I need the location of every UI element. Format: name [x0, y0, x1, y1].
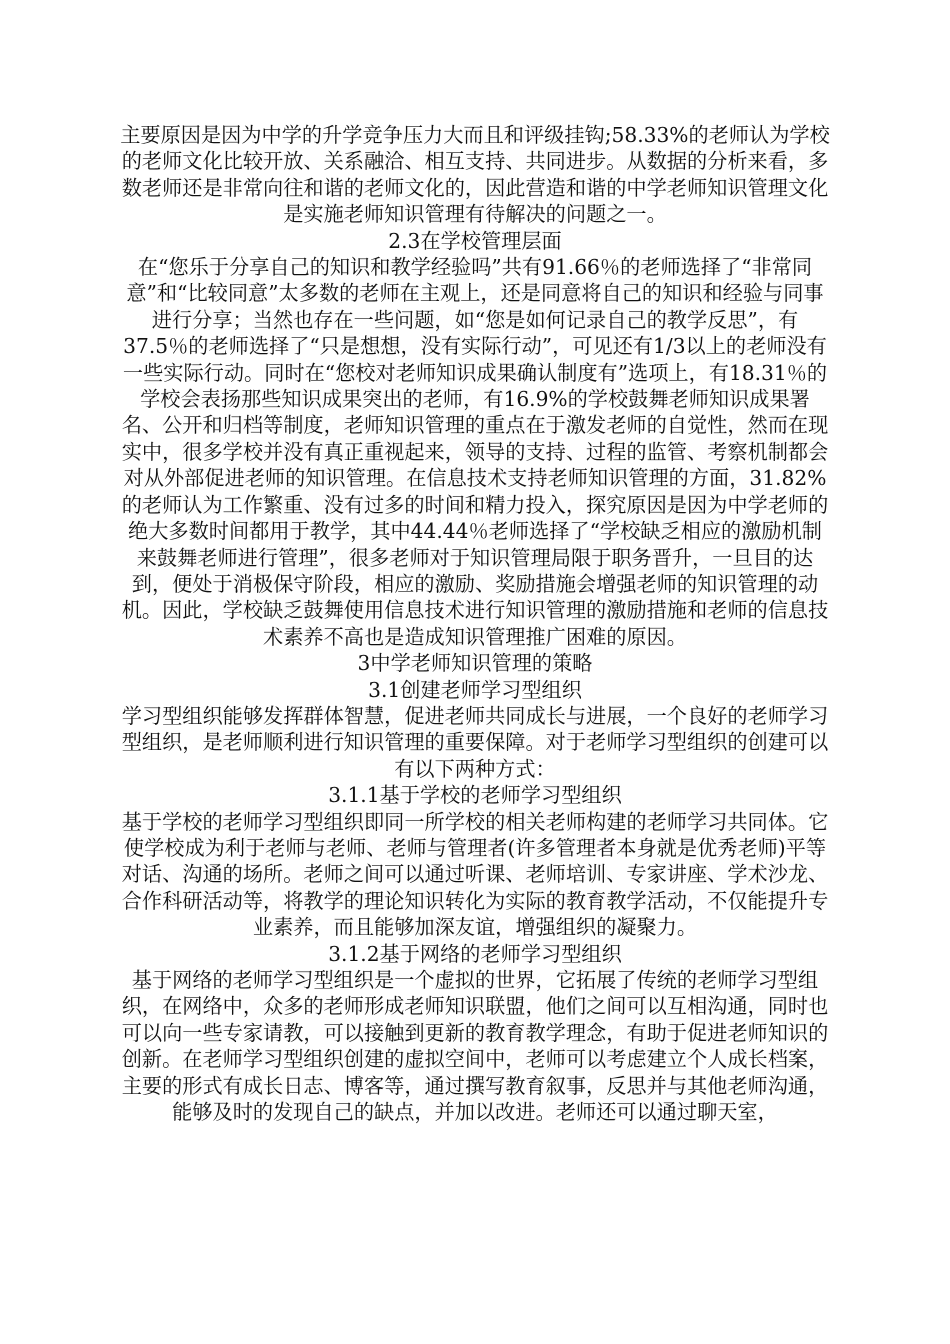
paragraph-2-3: 在“您乐于分享自己的知识和教学经验吗”共有91.66％的老师选择了“非常同意”和“比较同意”太多数的老师在主观上，还是同意将自己的知识和经验与同事进行分享；当然也存在一些问题，如“您是如何记录自己的教学反思”，有37.5％的老师选择了“只是想想，没有实际行动”，可见还有1/3以上的老师没有一些实际行动。同时在“您校对老师知识成果确认制度有”选项上，有18.31％的学校会表扬那些知识成果突出的老师，有16.9%的学校鼓舞老师知识成果署名、公开和归档等制度，老师知识管理的重点在于激发老师的自觉性，然而在现实中，很多学校并没有真正重视起来，领导的支持、过程的监管、考察机制都会对从外部促进老师的知识管理。在信息技术支持老师知识管理的方面，31.82%的老师认为工作繁重、没有过多的时间和精力投入，探究原因是因为中学老师的绝大多数时间都用于教学，其中44.44％老师选择了“学校缺乏相应的激励机制来鼓舞老师进行管理”，很多老师对于知识管理局限于职务晋升，一旦目的达到，便处于消极保守阶段，相应的激励、奖励措施会增强老师的知识管理的动机。因此，学校缺乏鼓舞使用信息技术进行知识管理的激励措施和老师的信息技术素养不高也是造成知识管理推广困难的原因。 [121, 255, 829, 649]
section-heading-3-1-1: 3.1.1基于学校的老师学习型组织 [328, 783, 622, 808]
section-heading-3-1: 3.1创建老师学习型组织 [368, 677, 582, 702]
paragraph-intro: 主要原因是因为中学的升学竞争压力大而且和评级挂钩;58.33%的老师认为学校的老师文化比较开放、关系融洽、相互支持、共同进步。从数据的分析来看，多数老师还是非常向往和谐的老师文化的，因此营造和谐的中学老师知识管理文化是实施老师知识管理有待解决的问题之一。 [120, 123, 830, 227]
paragraph-3-1: 学习型组织能够发挥群体智慧，促进老师共同成长与进展，一个良好的老师学习型组织，是老师顺利进行知识管理的重要保障。对于老师学习型组织的创建可以有以下两种方式： [121, 703, 829, 781]
section-heading-3-1-2: 3.1.2基于网络的老师学习型组织 [328, 941, 622, 966]
paragraph-3-1-2: 基于网络的老师学习型组织是一个虚拟的世界，它拓展了传统的老师学习型组织，在网络中，众多的老师形成老师知识联盟，他们之间可以互相沟通，同时也可以向一些专家请教，可以接触到更新的教育教学理念，有助于促进老师知识的创新。在老师学习型组织创建的虚拟空间中，老师可以考虑建立个人成长档案，主要的形式有成长日志、博客等，通过撰写教育叙事，反思并与其他老师沟通，能够及时的发现自己的缺点，并加以改进。老师还可以通过聊天室， [121, 968, 829, 1125]
document-page [120, 122, 830, 1125]
section-heading-2-3: 2.3在学校管理层面 [388, 228, 562, 253]
section-heading-3: 3中学老师知识管理的策略 [357, 651, 593, 676]
paragraph-3-1-1: 基于学校的老师学习型组织即同一所学校的相关老师构建的老师学习共同体。它使学校成为利于老师与老师、老师与管理者(许多管理者本身就是优秀老师)平等对话、沟通的场所。老师之间可以通过听课、老师培训、专家讲座、学术沙龙、合作科研活动等，将教学的理论知识转化为实际的教育教学活动，不仅能提升专业素养，而且能够加深友谊，增强组织的凝聚力。 [121, 809, 829, 940]
